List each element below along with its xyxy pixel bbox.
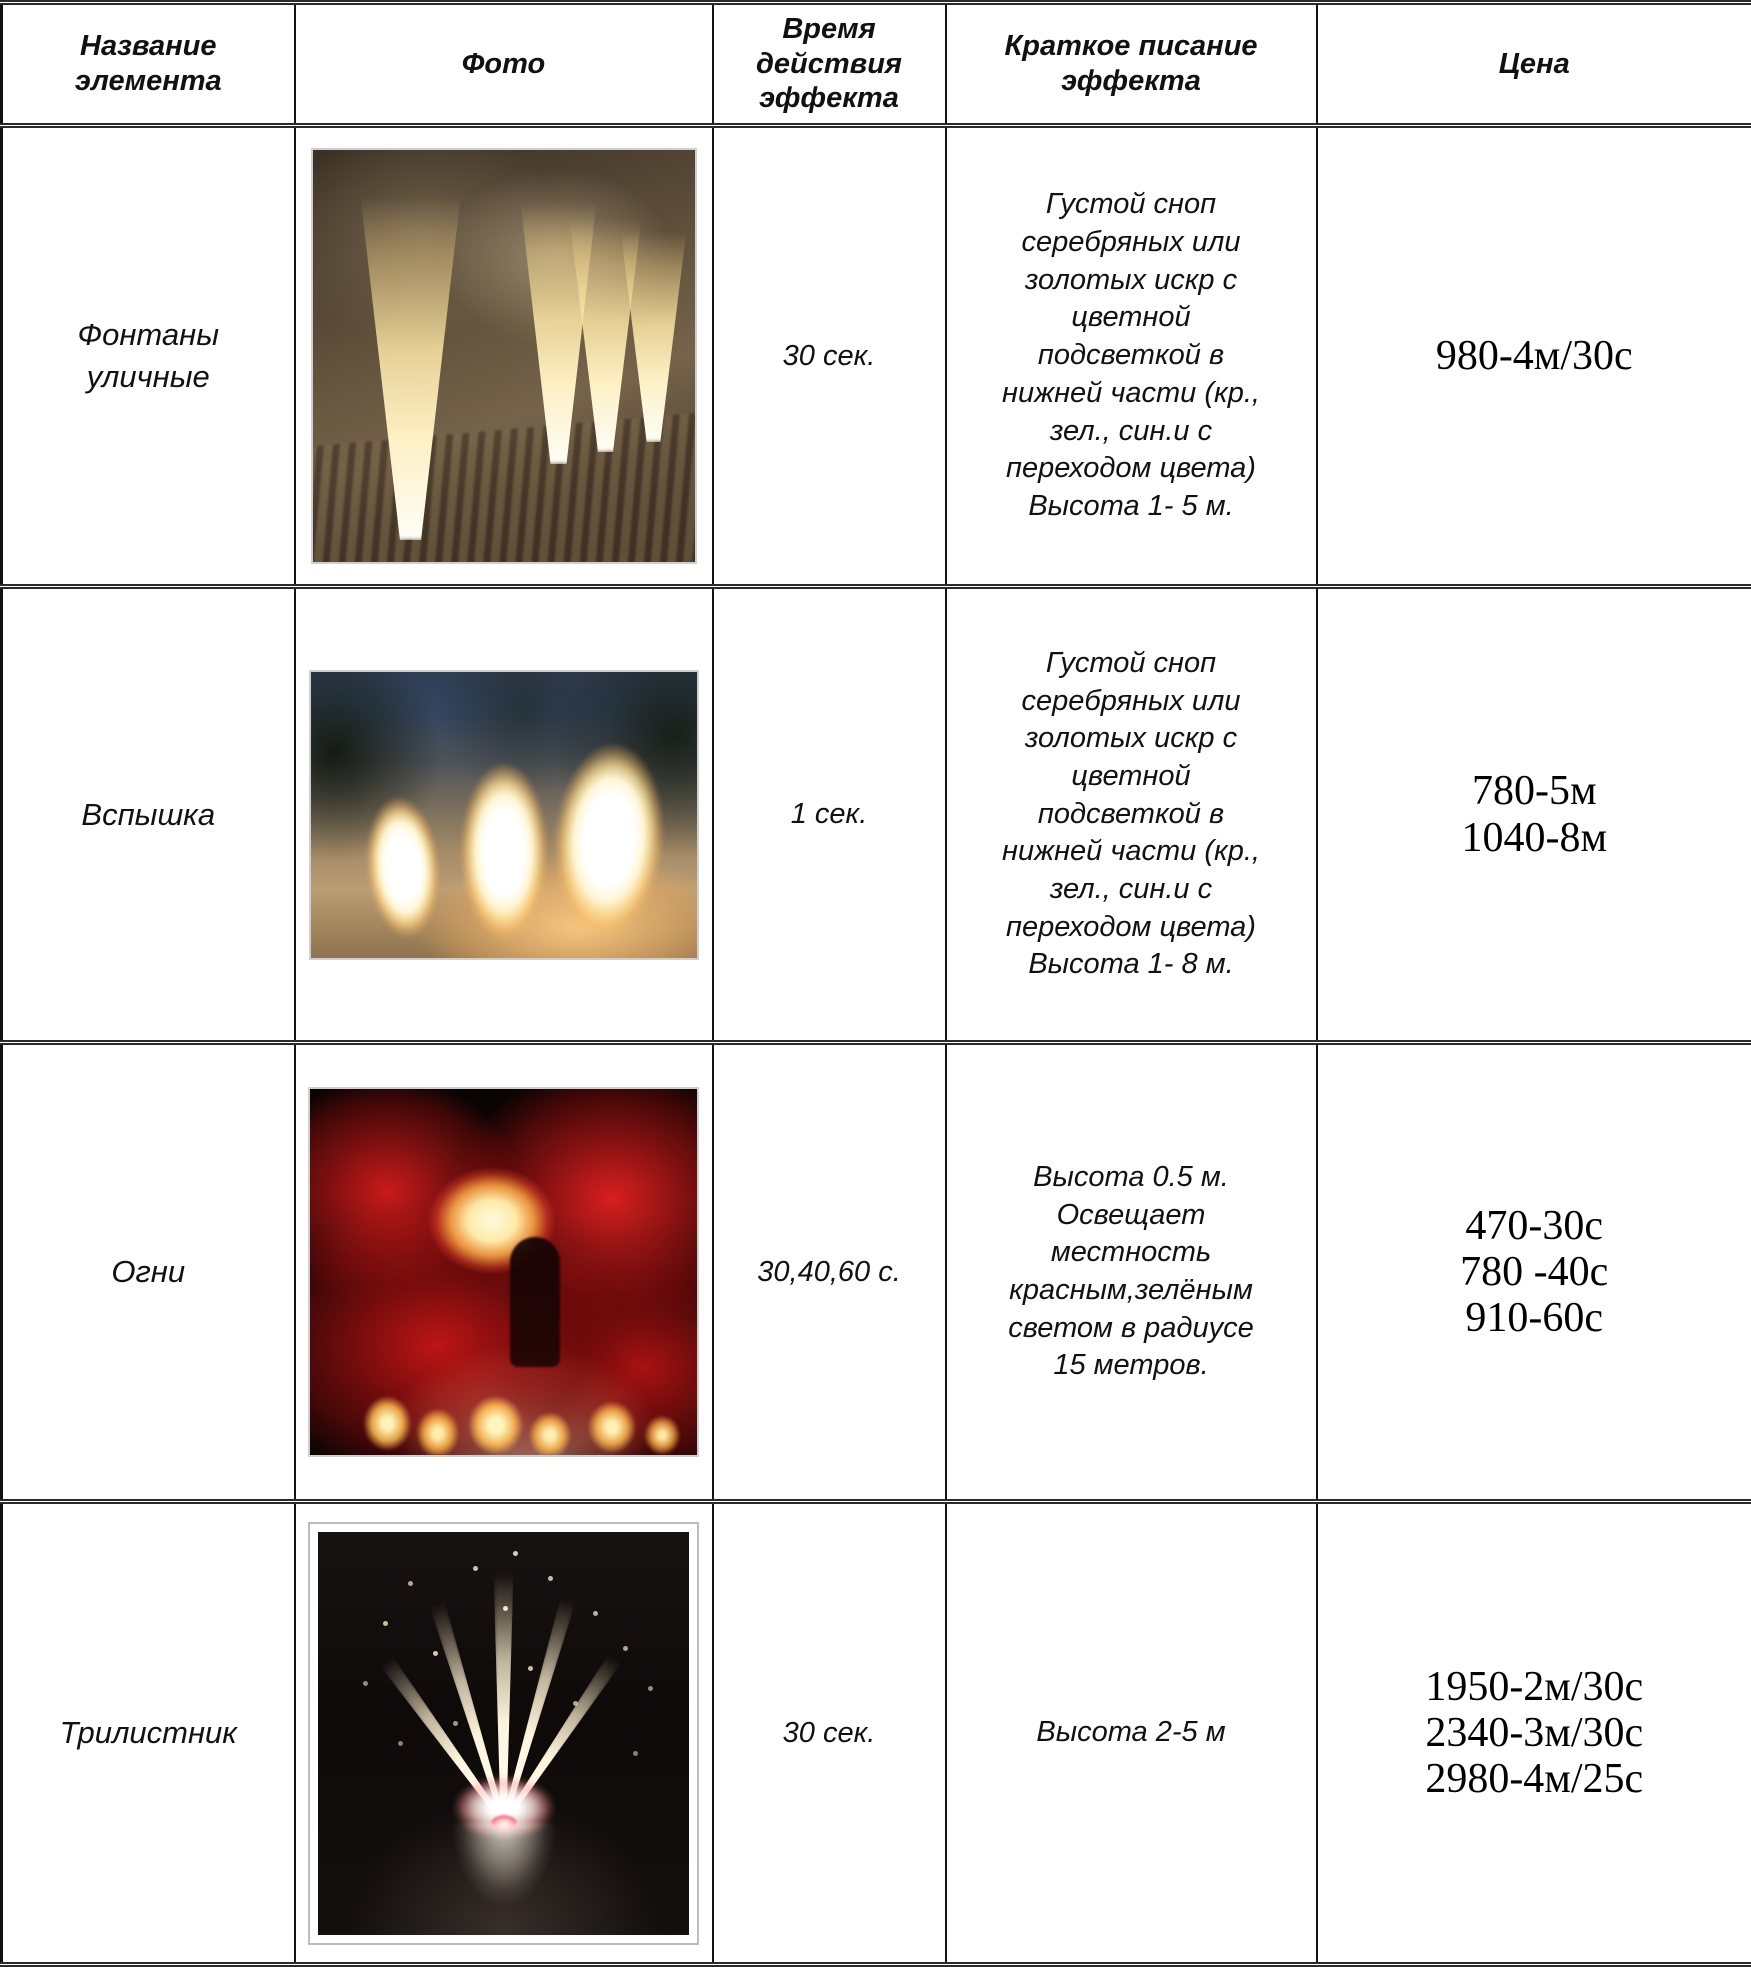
- col-header-photo: Фото: [295, 3, 713, 126]
- price-line: 780-5м: [1322, 768, 1748, 814]
- cell-name: [2, 126, 295, 587]
- col-header-duration: Время действия эффекта: [713, 3, 946, 126]
- cell-description: [946, 587, 1317, 1043]
- product-photo-street-fountains: [311, 148, 697, 564]
- table-row-trilistnik: [2, 1502, 1751, 1965]
- effect-duration: 30 сек.: [718, 340, 941, 373]
- price-line: 780 -40с: [1322, 1249, 1748, 1295]
- price-line: 2340-3м/30с: [1322, 1710, 1748, 1756]
- col-header-price: Цена: [1317, 3, 1751, 126]
- cell-photo: [295, 1502, 713, 1965]
- price-line: 980-4м/30с: [1322, 333, 1748, 379]
- price: [1322, 1664, 1748, 1803]
- price: [1322, 768, 1748, 860]
- cell-photo: [295, 1043, 713, 1502]
- price-line: 910-60с: [1322, 1295, 1748, 1341]
- effect-duration: 30 сек.: [718, 1717, 941, 1750]
- price: [1322, 1203, 1748, 1342]
- product-photo-flash: [309, 670, 699, 960]
- cell-price: [1317, 1502, 1751, 1965]
- cell-name: [2, 1043, 295, 1502]
- cell-duration: [713, 587, 946, 1043]
- flash-flame-shape: [541, 730, 675, 950]
- element-name: Вспышка: [28, 794, 268, 836]
- cell-price: [1317, 1043, 1751, 1502]
- cell-duration: [713, 126, 946, 587]
- price: [1322, 333, 1748, 379]
- cell-price: [1317, 126, 1751, 587]
- effect-description: Высота 0.5 м. Освещает местность красным,зелёным светом в радиусе 15 метров.: [996, 1159, 1266, 1385]
- element-name: Трилистник: [28, 1712, 268, 1754]
- cell-description: [946, 1502, 1317, 1965]
- cell-duration: [713, 1043, 946, 1502]
- col-header-description: Краткое писание эффекта: [946, 3, 1317, 126]
- price-line: 470-30с: [1322, 1203, 1748, 1249]
- effect-duration: 30,40,60 с.: [718, 1256, 941, 1289]
- element-name: Огни: [28, 1251, 268, 1293]
- product-photo-fan-fountain: [308, 1522, 699, 1945]
- cell-description: [946, 126, 1317, 587]
- flash-flame-shape: [356, 786, 449, 947]
- cell-price: [1317, 587, 1751, 1043]
- price-line: 1950-2м/30с: [1322, 1664, 1748, 1710]
- table-row-vspyshka: [2, 587, 1751, 1043]
- effect-description: Густой сноп серебряных или золотых искр с цветной подсветкой в нижней части (кр., зел., син.и с переходом цвета) Высота 1- 8 м.: [996, 645, 1266, 984]
- price-line: 2980-4м/25с: [1322, 1756, 1748, 1802]
- element-name: Фонтаны уличные: [28, 314, 268, 398]
- table-row-ogni: [2, 1043, 1751, 1502]
- effect-duration: 1 сек.: [718, 798, 941, 831]
- night-scene: [318, 1532, 689, 1935]
- cell-name: [2, 587, 295, 1043]
- person-silhouette-shape: [510, 1237, 560, 1367]
- cell-photo: [295, 126, 713, 587]
- cell-photo: [295, 587, 713, 1043]
- effect-description: Густой сноп серебряных или золотых искр с цветной подсветкой в нижней части (кр., зел., син.и с переходом цвета) Высота 1- 5 м.: [996, 186, 1266, 525]
- table-row-fontany: [2, 126, 1751, 587]
- col-header-element-name: Название элемента: [2, 3, 295, 126]
- price-line: 1040-8м: [1322, 815, 1748, 861]
- cell-name: [2, 1502, 295, 1965]
- water-reflection-shape: [438, 1823, 570, 1935]
- spark-fountain-shape: [345, 195, 477, 540]
- cell-duration: [713, 1502, 946, 1965]
- product-photo-red-flares: [308, 1087, 699, 1457]
- ground-fires-shape: [310, 1356, 697, 1455]
- effect-description: Высота 2-5 м: [996, 1714, 1266, 1752]
- scattered-sparks-shape: [504, 1592, 507, 1595]
- header-row: [2, 3, 1751, 126]
- flash-flame-shape: [456, 754, 552, 950]
- cell-description: [946, 1043, 1317, 1502]
